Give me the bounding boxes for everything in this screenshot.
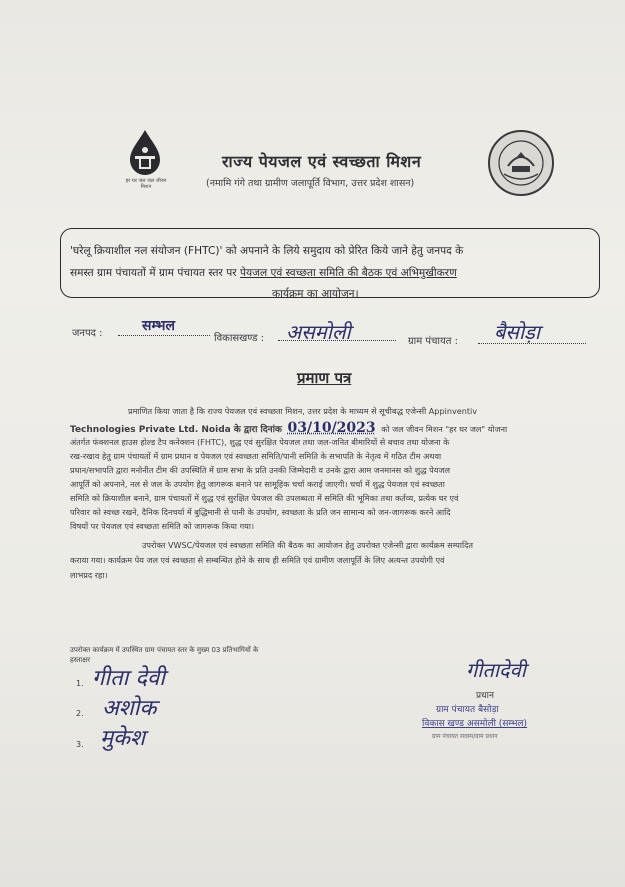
participant-3-number: 3. — [76, 740, 84, 749]
banner-line-3: कार्यक्रम का आयोजन। — [272, 288, 359, 300]
body-line-9: विषयों पर पेयजल एवं स्वच्छता समिति को जागरूक किया गया। — [70, 521, 255, 531]
participant-1-number: 1. — [76, 679, 84, 688]
logo-caption: हर घर जल जल जीवन मिशन — [125, 178, 167, 190]
banner-line-2 — [70, 266, 590, 280]
banner-line-2-underlined: पेयजल एवं स्वच्छता समिति की बैठक एवं अभिमुखीकरण — [239, 267, 457, 279]
participant-1-signature: गीता देवी — [92, 666, 165, 691]
pradhan-title: प्रधान — [476, 691, 494, 701]
agency-name: Technologies Private Ltd. Noida के द्वारा दिनांक — [70, 425, 282, 435]
para2-line-1: उपरोक्त VWSC/पेयजल एवं स्वच्छता समिति की बैठक का आयोजन हेतु उपरोक्त एजेन्सी द्वारा कार्यक्रम सम्पादित — [142, 540, 474, 550]
body-line-2 — [70, 420, 507, 436]
body-line-5: प्रधान/सभापति द्वारा मनोनीत टीम की उपस्थिति में ग्राम सभा के प्रति उनकी जिम्मेदारी व उनके द्वारा आम जनमानस को शुद्ध पेयजल — [70, 465, 450, 475]
pradhan-signature: गीतादेवी — [466, 658, 526, 682]
stamp-line-1: ग्राम पंचायत बैसोड़ा — [436, 705, 499, 715]
body-line-4: रख-रखाव हेतु ग्राम पंचायतों में ग्राम प्रधान व पेयजल एवं स्वच्छता समिति/पानी समिति के सभापति के नेतृत्व में गठित टीम अथवा — [70, 451, 442, 461]
body-line-3: अंतर्गत फंक्शनल हाउस होल्ड टैप कनेक्शन (FHTC), शुद्ध एवं सुरक्षित पेयजल तथा जल-जनित बीमारियों से बचाव तथा योजना के — [70, 437, 450, 447]
para2-line-2: कराया गया। कार्यक्रम पेय जल एवं स्वच्छता से सम्बन्धित होने के साथ ही समिति एवं ग्रामीण जलापूर्ति के लिए अत्यन्त उपयोगी एवं — [70, 555, 445, 565]
panchayat-value: बैसोड़ा — [494, 320, 540, 344]
panchayat-label: ग्राम पंचायत : — [408, 336, 459, 347]
certificate-title: प्रमाण पत्र — [297, 369, 352, 387]
para2-line-3: लाभप्रद रहा। — [70, 570, 108, 580]
date-value: 03/10/2023 — [287, 420, 376, 436]
body-line-1: प्रमाणित किया जाता है कि राज्य पेयजल एवं स्वच्छता मिशन, उत्तर प्रदेश के माध्यम से सूचीबद्ध एजेन्सी Appinventiv — [128, 406, 478, 416]
body-line-7: समिति को क्रियाशील बनाने, ग्राम पंचायतों में शुद्ध एवं सुरक्षित पेयजल की उपलब्धता में समिति की भूमिका तथा कर्तव्य, प्रत्येक घर एवं — [70, 493, 459, 503]
banner-line-2-prefix: समस्त ग्राम पंचायतों में ग्राम पंचायत स्तर पर — [70, 267, 240, 279]
block-label: विकासखण्ड : — [214, 333, 265, 344]
participants-intro-2: हस्ताक्षर — [70, 656, 91, 664]
district-value: सम्भल — [142, 318, 175, 334]
banner-line-1: 'घरेलू क्रियाशील नल संयोजन (FHTC)' को अपनाने के लिये समुदाय को प्रेरित किये जाने हेतु जनपद के — [70, 245, 464, 257]
stamp-line-2: विकास खण्ड असमोली (सम्भल) — [422, 719, 528, 729]
stamp-line-3: ग्राम पंचायत सदस्य/ग्राम प्रधान — [432, 733, 498, 740]
block-value: असमोली — [286, 320, 351, 344]
body-line-8: परिवार को स्वच्छ रखने, दैनिक दिनचर्या में बुद्धिमानी से पानी के उपयोग, स्वच्छता के प्रति जन सामान्य को जन-जागरूक करने आदि — [70, 507, 451, 517]
body-line-6: आपूर्ति को अपनाने, नल से जल के उपयोग हेतु जागरूक बनाने पर सामूहिक चर्चा कराई जाएगी। चर्चा में शुद्ध पेयजल एवं स्वच्छता — [70, 479, 445, 489]
mission-title: राज्य पेयजल एवं स्वच्छता मिशन — [222, 152, 422, 171]
participants-intro: उपरोक्त कार्यक्रम में उपस्थित ग्राम पंचायत स्तर के मुख्य 03 प्रतिभागियों के — [70, 646, 259, 654]
up-government-seal-icon — [486, 128, 556, 198]
district-line — [118, 335, 210, 336]
body-line-2-end: को जल जीवन मिशन "हर घर जल" योजना — [381, 424, 508, 434]
participant-2-signature: अशोक — [102, 696, 157, 721]
district-label: जनपद : — [72, 328, 103, 339]
participant-3-signature: मुकेश — [100, 726, 146, 751]
participant-2-number: 2. — [76, 709, 84, 718]
mission-subtitle: (नमामि गंगे तथा ग्रामीण जलापूर्ति विभाग, उत्तर प्रदेश शासन) — [206, 178, 415, 189]
